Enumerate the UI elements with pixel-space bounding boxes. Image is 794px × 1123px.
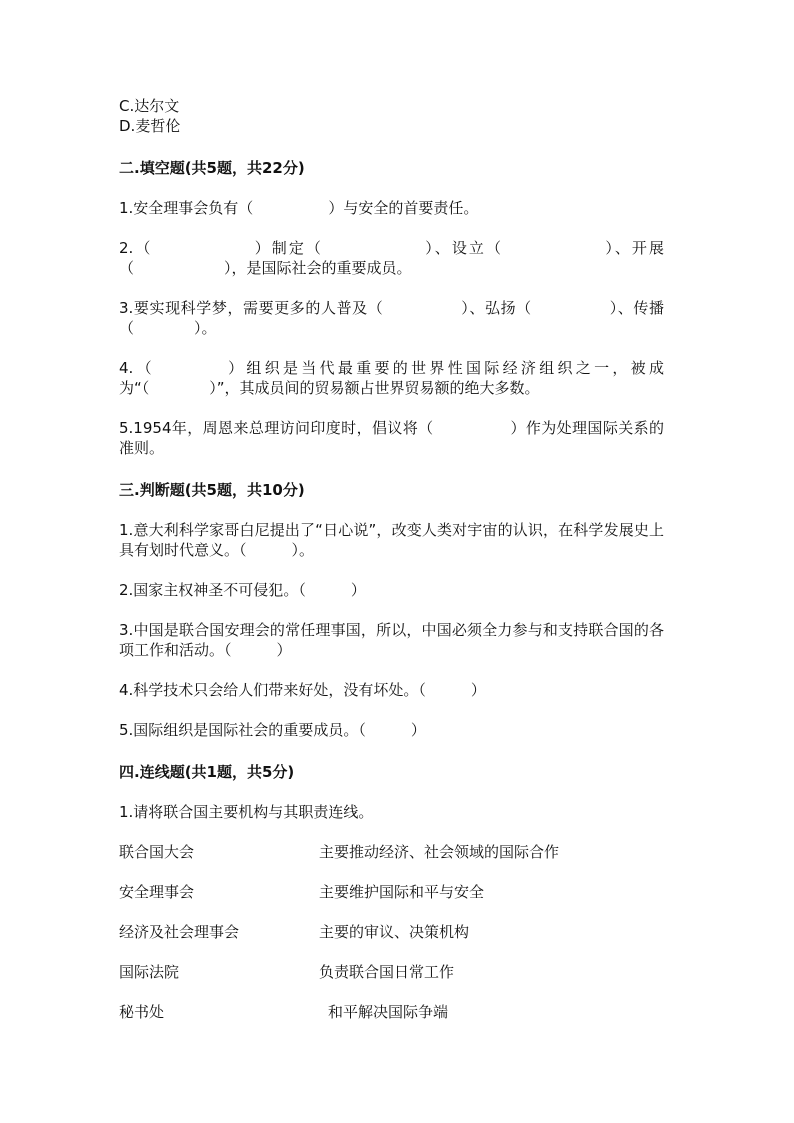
match-right-item: 和平解决国际争端 <box>328 1003 449 1021</box>
option-d: D.麦哲伦 <box>119 117 181 135</box>
match-row <box>119 1002 664 1022</box>
match-left-item: 国际法院 <box>119 963 180 981</box>
fill-question-4: 4.（ ）组织是当代最重要的世界性国际经济组织之一，被成为“（ ）”，其成员间的贸易额占世界贸易额的绝大多数。 <box>119 359 664 397</box>
judge-section-title: 三.判断题(共5题，共10分) <box>119 481 305 499</box>
fill-question-3: 3.要实现科学梦，需要更多的人普及（ ）、弘扬（ ）、传播（ ）。 <box>119 299 664 337</box>
judge-question-2: 2.国家主权神圣不可侵犯。（ ） <box>119 581 366 599</box>
judge-question-5: 5.国际组织是国际社会的重要成员。（ ） <box>119 721 426 739</box>
exam-page <box>119 96 664 1022</box>
match-right-item: 主要的审议、决策机构 <box>319 923 470 941</box>
match-right-item: 负责联合国日常工作 <box>319 963 455 981</box>
judge-question-3: 3.中国是联合国安理会的常任理事国，所以，中国必须全力参与和支持联合国的各项工作和活动。（ ） <box>119 621 664 659</box>
fill-question-5: 5.1954年，周恩来总理访问印度时，倡议将（ ）作为处理国际关系的准则。 <box>119 419 664 457</box>
match-right-item: 主要维护国际和平与安全 <box>319 883 485 901</box>
match-left-item: 经济及社会理事会 <box>119 923 240 941</box>
match-left-item: 秘书处 <box>119 1003 165 1021</box>
judge-question-4: 4.科学技术只会给人们带来好处，没有坏处。（ ） <box>119 681 486 699</box>
fill-section-title: 二.填空题(共5题，共22分) <box>119 159 305 177</box>
match-section-title: 四.连线题(共1题，共5分) <box>119 763 295 781</box>
match-right-item: 主要推动经济、社会领域的国际合作 <box>319 843 560 861</box>
match-row <box>119 922 664 942</box>
fill-question-1: 1.安全理事会负有（ ）与安全的首要责任。 <box>119 199 479 217</box>
match-row <box>119 882 664 902</box>
match-row <box>119 842 664 862</box>
match-table <box>119 842 664 1022</box>
match-question: 1.请将联合国主要机构与其职责连线。 <box>119 803 374 821</box>
option-c: C.达尔文 <box>119 97 180 115</box>
match-left-item: 安全理事会 <box>119 883 195 901</box>
fill-question-2: 2.（ ）制定（ ）、设立（ ）、开展（ ），是国际社会的重要成员。 <box>119 239 664 277</box>
match-row <box>119 962 664 982</box>
match-left-item: 联合国大会 <box>119 843 195 861</box>
judge-question-1: 1.意大利科学家哥白尼提出了“日心说”，改变人类对宇宙的认识，在科学发展史上具有划时代意义。（ ）。 <box>119 521 664 559</box>
